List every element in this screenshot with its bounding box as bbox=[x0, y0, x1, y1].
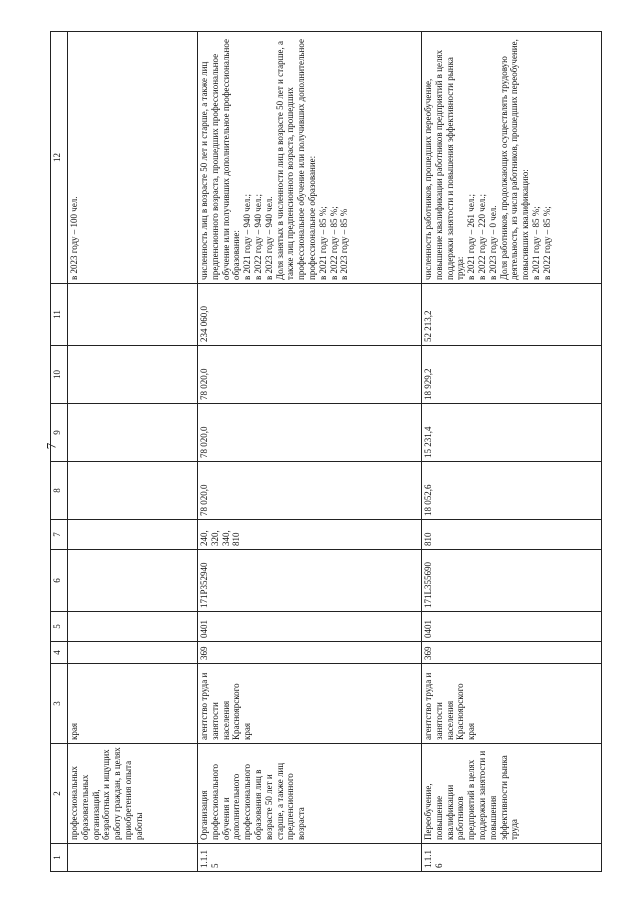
responsible-agency: агентство труда и занятости населения Красноярского края bbox=[198, 664, 422, 744]
amount-2023 bbox=[68, 346, 198, 404]
row-number: 1.1.15 bbox=[198, 844, 422, 872]
col-header: 1 bbox=[51, 844, 68, 872]
result-line: в 2023 году – 0 чел. bbox=[487, 205, 498, 280]
col-header: 8 bbox=[51, 462, 68, 520]
expense-type: 240, 320, 340, 810 bbox=[198, 520, 422, 550]
responsible-agency: агентство труда и занятости населения Красноярского края bbox=[422, 664, 602, 744]
result-line: в 2021 году – 940 чел.; bbox=[242, 193, 253, 280]
expense-type bbox=[68, 520, 198, 550]
col-header: 7 bbox=[51, 520, 68, 550]
col-header: 6 bbox=[51, 550, 68, 612]
col-header: 3 bbox=[51, 664, 68, 744]
result-line: Доля занятых в численности лиц в возрасте 50 лет и старше, а также лиц предпенсионного возраста, прошедших профессиональное обучение или получивших дополнительное профессиональное образование: bbox=[274, 39, 317, 280]
grbs-code: 369 bbox=[198, 642, 422, 664]
program-table bbox=[50, 31, 602, 872]
col-header: 11 bbox=[51, 284, 68, 346]
result-line: в 2022 году – 220 чел.; bbox=[476, 193, 487, 280]
expense-type: 810 bbox=[422, 520, 602, 550]
grbs-code: 369 bbox=[422, 642, 602, 664]
amount-2021: 18 052,6 bbox=[422, 462, 602, 520]
table-row bbox=[198, 32, 422, 872]
measure-name: профессиональных образовательных организаций, безработных и ищущих работу граждан, в целях приобретения опыта работы bbox=[68, 744, 198, 844]
amount-total bbox=[68, 284, 198, 346]
section-code bbox=[68, 612, 198, 642]
amount-total: 234 060,0 bbox=[198, 284, 422, 346]
grbs-code bbox=[68, 642, 198, 664]
amount-2021 bbox=[68, 462, 198, 520]
result-line: в 2021 году – 85 %; bbox=[530, 206, 541, 280]
target-article: 171Р352940 bbox=[198, 550, 422, 612]
col-header: 9 bbox=[51, 404, 68, 462]
row-number: 1.1.16 bbox=[422, 844, 602, 872]
result-line: в 2022 году – 85 %; bbox=[541, 206, 552, 280]
header-row bbox=[51, 32, 68, 872]
target-article: 171L355690 bbox=[422, 550, 602, 612]
col-header: 2 bbox=[51, 744, 68, 844]
result-line: в 2022 году – 85 %; bbox=[328, 206, 339, 280]
page-number: 7 bbox=[43, 442, 59, 450]
result-line: в 2023 году – 940 чел. bbox=[263, 196, 274, 280]
amount-total: 52 213,2 bbox=[422, 284, 602, 346]
measure-name: Переобучение, повышение квалификации работников предприятий в целях поддержки занятости и повышения эффективности рынка труда bbox=[422, 744, 602, 844]
expected-result bbox=[422, 32, 602, 284]
section-code: 0401 bbox=[422, 612, 602, 642]
section-code: 0401 bbox=[198, 612, 422, 642]
amount-2022 bbox=[68, 404, 198, 462]
amount-2023: 78 020,0 bbox=[198, 346, 422, 404]
amount-2023: 18 929,2 bbox=[422, 346, 602, 404]
result-line: Доля работников, продолжающих осуществлять трудовую деятельность, из числа работников, прошедших переобучение, повысивших квалификацию: bbox=[498, 39, 531, 280]
table-row bbox=[422, 32, 602, 872]
result-line: в 2021 году – 261 чел.; bbox=[466, 193, 477, 280]
measure-name: Организация профессионального обучения и дополнительного профессионального образования лиц в возрасте 50 лет и старше, а также лиц предпенсионного возраста bbox=[198, 744, 422, 844]
col-header: 12 bbox=[51, 32, 68, 284]
result-line: в 2022 году – 940 чел.; bbox=[252, 193, 263, 280]
result-line: в 2023 году – 100 чел. bbox=[69, 196, 79, 280]
expected-result bbox=[68, 32, 198, 284]
table-row bbox=[68, 32, 198, 872]
amount-2022: 78 020,0 bbox=[198, 404, 422, 462]
amount-2021: 78 020,0 bbox=[198, 462, 422, 520]
col-header: 10 bbox=[51, 346, 68, 404]
result-line: численность лиц в возрасте 50 лет и старше, а также лиц предпенсионного возраста, прошедших профессиональное обучение или получивших дополнительное профессиональное образование: bbox=[199, 39, 242, 280]
target-article bbox=[68, 550, 198, 612]
expected-result bbox=[198, 32, 422, 284]
row-number bbox=[68, 844, 198, 872]
result-line: в 2021 году – 85 %; bbox=[317, 206, 328, 280]
col-header: 5 bbox=[51, 612, 68, 642]
result-line: в 2023 году – 85 % bbox=[339, 208, 350, 280]
responsible-agency: края bbox=[68, 664, 198, 744]
rotated-table-container bbox=[50, 32, 590, 872]
col-header: 4 bbox=[51, 642, 68, 664]
result-line: численность работников, прошедших переобучение, повышение квалификации работников предприятий в целях поддержки занятости и повышения эффективности рынка труда: bbox=[423, 49, 466, 280]
amount-2022: 15 231,4 bbox=[422, 404, 602, 462]
